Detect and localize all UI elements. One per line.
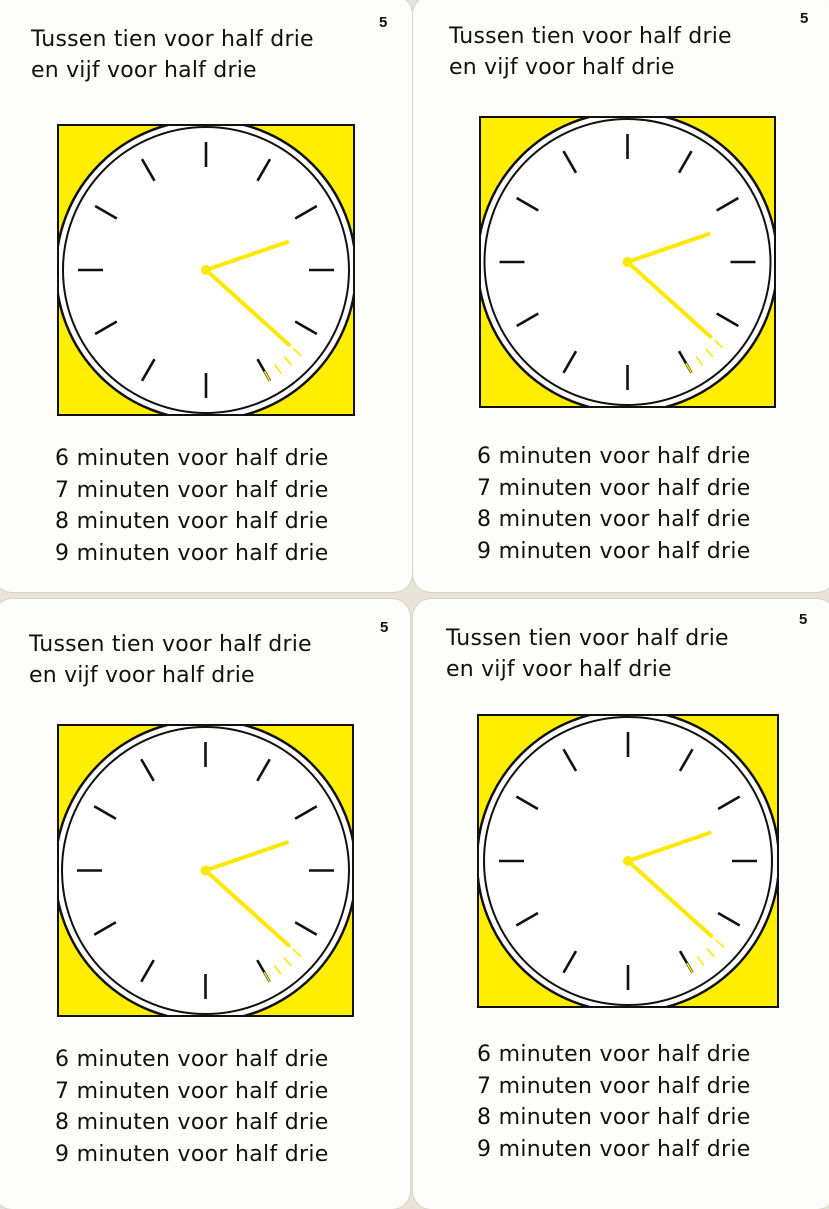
card-title [29,629,312,691]
card-title-line-2: en vijf voor half drie [31,58,257,83]
answer-option[interactable]: 8 minuten voor half drie [477,1105,751,1130]
answer-option[interactable]: 6 minuten voor half drie [55,1047,329,1072]
card-number: 5 [379,14,388,31]
clock-illustration [57,724,354,1017]
card-title [31,24,314,86]
answer-options [55,443,329,569]
answer-option[interactable]: 7 minuten voor half drie [477,1073,751,1099]
answer-option[interactable]: 9 minuten voor half drie [55,540,329,566]
card-number: 5 [380,619,389,636]
clock-center [201,866,211,876]
card-title [446,623,729,685]
clock-center [201,265,211,275]
card-title-line-2: en vijf voor half drie [446,657,672,682]
card-bottom-left [0,599,410,1209]
answer-option[interactable]: 8 minuten voor half drie [477,507,751,532]
answer-option[interactable]: 9 minuten voor half drie [55,1141,329,1167]
answer-option[interactable]: 7 minuten voor half drie [55,477,329,503]
clock-svg [477,714,779,1008]
clock-illustration [57,124,355,416]
card-top-left [0,0,412,592]
card-title-line-2: en vijf voor half drie [29,663,255,688]
answer-option[interactable]: 8 minuten voor half drie [55,509,329,534]
answer-option[interactable]: 9 minuten voor half drie [477,538,751,564]
card-top-right [413,0,829,592]
clock-center [623,856,633,866]
answer-option[interactable]: 9 minuten voor half drie [477,1136,751,1162]
answer-option[interactable]: 6 minuten voor half drie [477,444,751,469]
clock-svg [479,116,776,408]
card-number: 5 [799,611,808,628]
card-title [449,21,732,83]
card-number: 5 [800,10,809,27]
answer-options [55,1044,329,1170]
card-title-line-1: Tussen tien voor half drie [29,632,312,657]
card-title-line-2: en vijf voor half drie [449,55,675,80]
answer-option[interactable]: 6 minuten voor half drie [477,1042,751,1067]
clock-svg [57,124,355,416]
card-title-line-1: Tussen tien voor half drie [449,24,732,49]
answer-option[interactable]: 7 minuten voor half drie [477,475,751,501]
answer-options [477,1039,751,1165]
clock-illustration [479,116,776,408]
clock-center [623,257,633,267]
clock-svg [57,724,354,1017]
card-title-line-1: Tussen tien voor half drie [446,626,729,651]
answer-option[interactable]: 6 minuten voor half drie [55,446,329,471]
answer-option[interactable]: 7 minuten voor half drie [55,1078,329,1104]
card-bottom-right [413,599,829,1209]
answer-options [477,441,751,567]
clock-illustration [477,714,779,1008]
card-title-line-1: Tussen tien voor half drie [31,27,314,52]
answer-option[interactable]: 8 minuten voor half drie [55,1110,329,1135]
